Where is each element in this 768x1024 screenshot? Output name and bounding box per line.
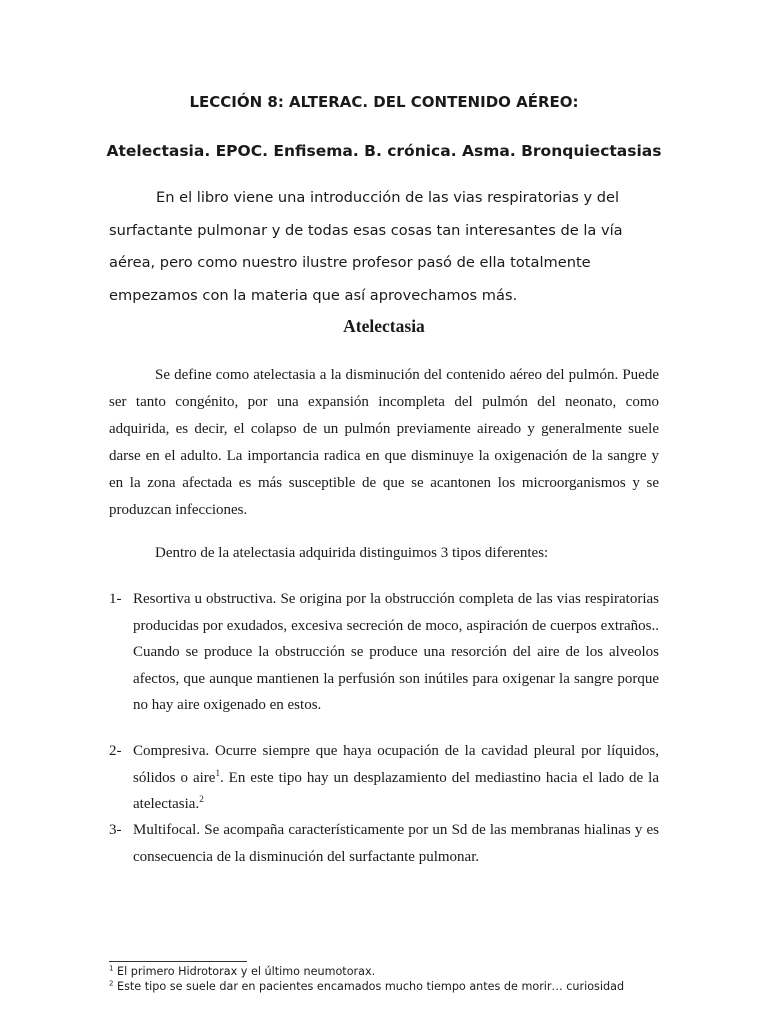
list-item-text: Multifocal. Se acompaña característicamente por un Sd de las membranas hialinas y es consecuencia de la disminución del surfactante pulmonar. (133, 822, 659, 865)
footnotes (109, 964, 709, 994)
footnote-1 (109, 964, 709, 979)
intro-paragraph (109, 182, 659, 312)
lesson-subtitle: Atelectasia. EPOC. Enfisema. B. crónica. Asma. Bronquiectasias (106, 142, 662, 160)
types-intro-paragraph (109, 540, 659, 567)
types-intro-text: Dentro de la atelectasia adquirida distinguimos 3 tipos diferentes: (155, 545, 549, 561)
footnote-mark: 1 (109, 964, 114, 973)
list-item-text-part: . En este tipo hay un desplazamiento del mediastino hacia el lado de la atelectasia. (133, 769, 659, 812)
list-item-number: 2- (109, 743, 122, 759)
intro-text: En el libro viene una introducción de las vias respiratorias y del surfactante pulmonar y de todas esas cosas tan interesantes de la vía aérea, pero como nuestro ilustre profesor pasó de ella totalmente empezamos con la materia que así aprovechamos más. (109, 189, 623, 304)
list-item-number: 3- (109, 822, 122, 838)
list-item (109, 817, 659, 870)
lesson-title: LECCIÓN 8: ALTERAC. DEL CONTENIDO AÉREO: (189, 93, 579, 111)
list-item (109, 586, 659, 719)
footnote-divider (109, 961, 247, 962)
footnote-mark: 2 (109, 979, 114, 988)
footnote-text: Este tipo se suele dar en pacientes encamados mucho tiempo antes de morir… curiosidad (113, 980, 625, 993)
footnote-2 (109, 979, 709, 994)
footnote-reference-1[interactable]: 1 (215, 767, 220, 778)
definition-text: Se define como atelectasia a la disminución del contenido aéreo del pulmón. Puede ser tanto congénito, por una expansión incompleta del pulmón del neonato, como adquirida, es decir, el colapso de un pulmón previamente aireado y generalmente suele darse en el adulto. La importancia radica en que disminuye la oxigenación de la sangre y en la zona afectada es más susceptible de que se acantonen los microorganismos y se produzcan infecciones. (109, 367, 659, 518)
list-item-text-part: Compresiva. Ocurre siempre que haya ocupación de la cavidad pleural por líquidos, sólidos o aire (133, 743, 659, 786)
footnote-reference-2[interactable]: 2 (199, 794, 204, 804)
list-item-number: 1- (109, 591, 122, 607)
list-item (109, 738, 659, 818)
list-item-text (133, 738, 659, 818)
section-heading-atelectasia: Atelectasia (343, 316, 425, 336)
list-item-text: Resortiva u obstructiva. Se origina por la obstrucción completa de las vias respiratorias producidas por exudados, excesiva secreción de moco, aspiración de cuerpos extraños.. Cuando se produce la obstrucción se produce una resorción del aire de los alveolos afectos, que aunque mantienen la perfusión son inútiles para oxigenar la sangre porque no hay aire oxigenado en estos. (133, 591, 659, 713)
definition-paragraph (109, 362, 659, 524)
footnote-text: El primero Hidrotorax y el último neumotorax. (113, 965, 376, 978)
